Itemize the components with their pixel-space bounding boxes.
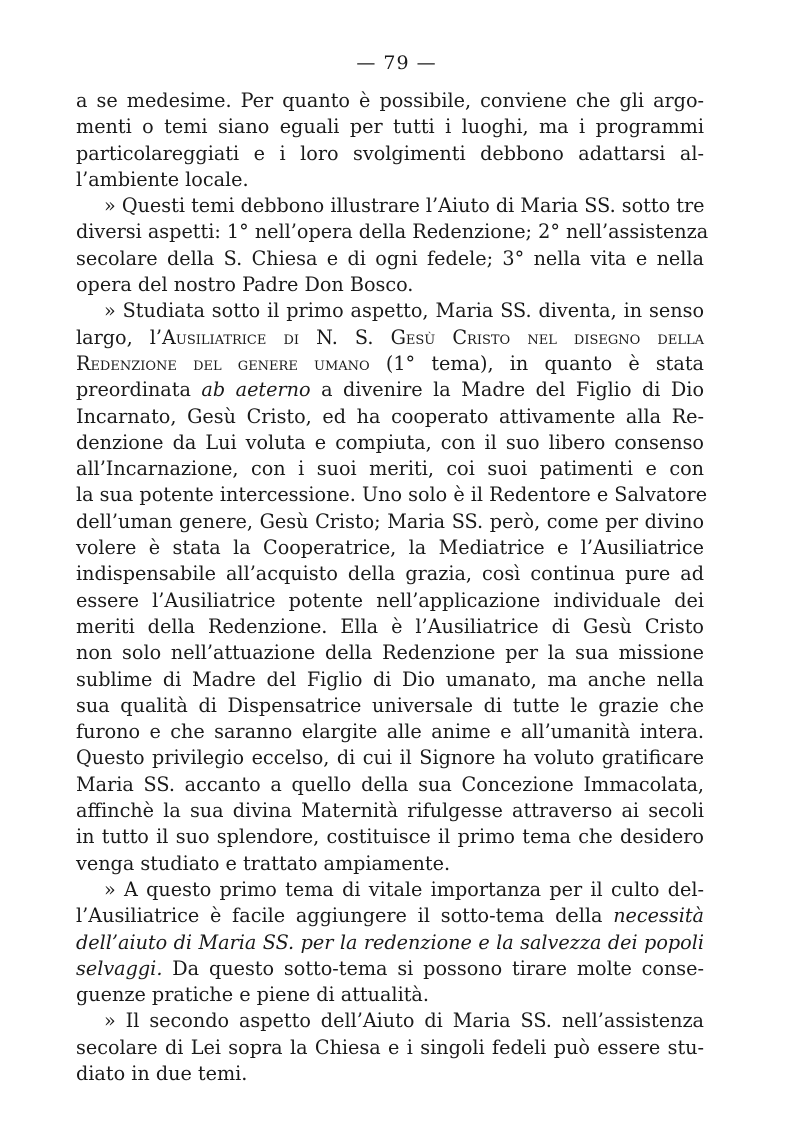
text-line xyxy=(76,614,704,640)
text-line xyxy=(76,404,704,430)
text-segment: a divenire la Madre del Figlio di Dio xyxy=(310,378,704,402)
text-segment: non solo nell’attuazione della Redenzione per la sua missione xyxy=(76,641,704,665)
text-line xyxy=(76,351,704,377)
text-segment: l’ambiente locale. xyxy=(76,167,249,191)
text-line xyxy=(76,509,704,535)
text-segment: diato in due temi. xyxy=(76,1061,248,1085)
text-line xyxy=(76,456,704,482)
text-segment: l’Ausiliatrice è facile aggiungere il sotto-tema della xyxy=(76,904,614,928)
text-line xyxy=(76,246,704,272)
text-segment: sublime di Madre del Figlio di Dio umanato, ma anche nella xyxy=(76,667,704,691)
text-line xyxy=(76,851,704,877)
text-line xyxy=(76,325,704,351)
text-segment: secolare della S. Chiesa e di ogni fedele; 3° nella vita e nella xyxy=(76,246,704,270)
body-text xyxy=(76,88,709,1087)
text-segment: particolareggiati e i loro svolgimenti debbono adattarsi al- xyxy=(76,141,704,165)
text-segment: Questo privilegio eccelso, di cui il Signore ha voluto gratificare xyxy=(76,746,704,770)
text-line xyxy=(76,141,704,167)
text-segment: all’Incarnazione, con i suoi meriti, coi suoi patimenti e con xyxy=(76,457,704,481)
text-segment: a se medesime. Per quanto è possibile, conviene che gli argo- xyxy=(76,89,704,112)
text-line xyxy=(76,640,704,666)
text-segment: sua qualità di Dispensatrice universale di tutte le grazie che xyxy=(76,693,704,717)
text-line xyxy=(76,272,704,298)
text-line xyxy=(76,1061,704,1087)
text-line xyxy=(76,377,704,403)
text-line xyxy=(76,772,704,798)
text-line xyxy=(76,193,704,219)
text-line xyxy=(76,482,708,508)
text-line xyxy=(76,561,704,587)
text-segment: » A questo primo tema di vitale importanza per il culto del- xyxy=(104,877,704,901)
text-line xyxy=(76,982,704,1008)
text-segment: secolare di Lei sopra la Chiesa e i singoli fedeli può essere stu- xyxy=(76,1035,704,1059)
italic-text: dell’aiuto di Maria SS. per la redenzione e la salvezza dei popoli xyxy=(76,930,704,954)
text-line xyxy=(76,219,709,245)
text-line xyxy=(76,430,704,456)
text-segment: la sua potente intercessione. Uno solo è il Redentore e Salvatore xyxy=(76,483,708,507)
italic-text: selvaggi. xyxy=(76,956,163,980)
text-segment: dell’uman genere, Gesù Cristo; Maria SS. però, come per divino xyxy=(76,509,704,533)
text-segment: affinchè la sua divina Maternità rifulgesse attraverso ai secoli xyxy=(76,799,704,823)
text-segment: meriti della Redenzione. Ella è l’Ausiliatrice di Gesù Cristo xyxy=(76,614,704,638)
text-segment: » Il secondo aspetto dell’Aiuto di Maria SS. nell’assistenza xyxy=(104,1009,704,1033)
text-line xyxy=(76,1035,704,1061)
text-segment: Maria SS. accanto a quello della sua Concezione Immacolata, xyxy=(76,772,704,796)
text-segment: venga studiato e trattato ampiamente. xyxy=(76,851,451,875)
text-segment: (1° tema), in quanto è stata xyxy=(369,351,704,375)
text-segment: preordinata xyxy=(76,378,202,402)
text-segment: » Questi temi debbono illustrare l’Aiuto di Maria SS. sotto tre xyxy=(104,194,705,218)
text-segment: diversi aspetti: 1° nell’opera della Redenzione; 2° nell’assistenza xyxy=(76,220,709,244)
text-line xyxy=(76,588,704,614)
text-segment: guenze pratiche e piene di attualità. xyxy=(76,983,429,1007)
text-segment: Incarnato, Gesù Cristo, ed ha cooperato attivamente alla Re- xyxy=(76,404,704,428)
text-line xyxy=(76,745,704,771)
text-line xyxy=(76,114,704,140)
page-number: — 79 — xyxy=(356,52,437,74)
text-segment: essere l’Ausiliatrice potente nell’applicazione individuale dei xyxy=(76,588,704,612)
text-line xyxy=(76,877,704,903)
text-line xyxy=(76,693,704,719)
text-line xyxy=(76,903,704,929)
text-line xyxy=(76,1008,704,1034)
text-segment: volere è stata la Cooperatrice, la Mediatrice e l’Ausiliatrice xyxy=(76,536,704,560)
text-segment: largo, l’ xyxy=(76,325,163,349)
italic-text: ab aeterno xyxy=(201,378,311,402)
small-caps-text: Redenzione del genere umano xyxy=(76,351,370,375)
text-segment: opera del nostro Padre Don Bosco. xyxy=(76,273,414,297)
text-line xyxy=(76,798,704,824)
italic-text: necessità xyxy=(613,904,704,928)
text-segment: menti o temi siano eguali per tutti i luoghi, ma i programmi xyxy=(76,115,704,139)
text-line xyxy=(76,956,704,982)
text-line xyxy=(76,824,704,850)
text-segment: indispensabile all’acquisto della grazia, così continua pure ad xyxy=(76,562,704,586)
small-caps-text: Ausiliatrice di N. S. Gesù Cristo nel disegno della xyxy=(162,325,704,349)
text-line xyxy=(76,930,704,956)
text-segment: furono e che saranno elargite alle anime e all’umanità intera. xyxy=(76,720,704,744)
text-segment: » Studiata sotto il primo aspetto, Maria SS. diventa, in senso xyxy=(104,299,704,323)
text-line xyxy=(76,88,704,114)
text-line xyxy=(76,298,704,324)
text-line xyxy=(76,719,704,745)
text-line xyxy=(76,167,704,193)
text-segment: denzione da Lui voluta e compiuta, con il suo libero consenso xyxy=(76,430,704,454)
text-segment: Da questo sotto-tema si possono tirare molte conse- xyxy=(162,956,704,980)
text-line xyxy=(76,535,704,561)
text-line xyxy=(76,667,704,693)
text-segment: in tutto il suo splendore, costituisce il primo tema che desidero xyxy=(76,825,704,849)
